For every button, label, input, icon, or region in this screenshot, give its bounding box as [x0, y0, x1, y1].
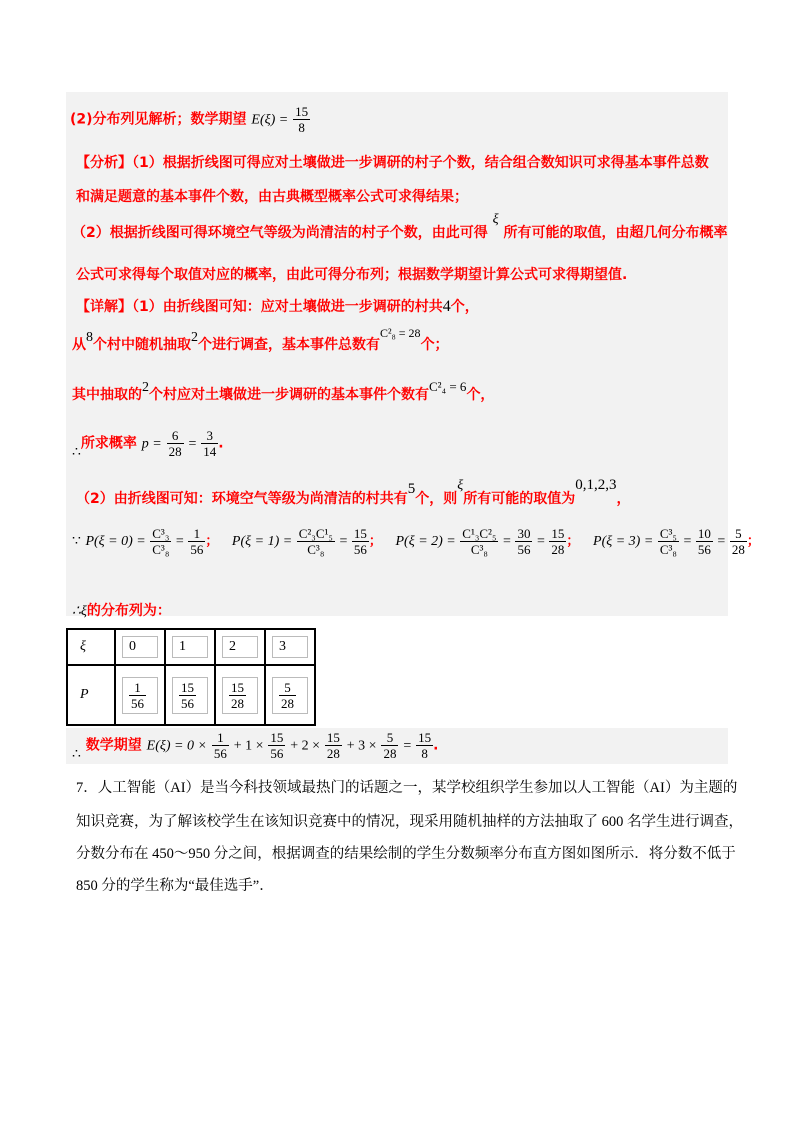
xi-symbol: ξ [492, 212, 499, 227]
distribution-intro: ∴ξ的分布列为： [72, 603, 171, 619]
detail-line-5: （2）由折线图可知：环境空气等级为尚清洁的村共有5个，则ξ所有可能的取值为0,1,2,3， [76, 477, 631, 507]
combination-formula: C²₈ = 28 [380, 326, 421, 340]
analysis-line-2: 和满足题意的基本事件个数，由古典概型概率公式可求得结果； [76, 189, 468, 205]
analysis-line-4: 公式可求得每个取值对应的概率，由此可得分布列；根据数学期望计算公式可求得期望值. [76, 267, 628, 283]
answer-expectation-fraction: $\frac{15}{8}$ [295, 104, 309, 135]
question7-line-3: 分数分布在 450～950 分之间，根据调查的结果绘制的学生分数频率分布直方图如图所示．将分数不低于 [76, 846, 736, 862]
question7-line-2: 知识竞赛，为了解该校学生在该知识竞赛中的情况，现采用随机抽样的方法抽取了 600 名学生进行调查， [76, 814, 743, 830]
possible-values: 0,1,2,3 [575, 477, 617, 493]
analysis-tag: 【分析】 [76, 155, 132, 171]
answer-expectation-lhs: E(ξ) = [251, 112, 289, 128]
detail-tag: 【详解】 [76, 299, 132, 315]
answer-intro: (2)分布列见解析；数学期望 [70, 111, 247, 128]
probabilities-line: ∵ P(ξ = 0) = $\frac{\text{C³₃}}{\text{C³₈}}$ = $\frac{1}{56}$ ； P(ξ = 1) = $\frac{\text{C²₃C¹₅}}{\text{C³₈}}$ = $\frac{15}{56}$ ； P(ξ = 2) = $\frac{\text{C¹₃C²₅}}{\text{C³₈}}$ = $\frac{30}{56}$ = $\frac{15}{28}$ ； P(ξ = 3) = $\frac{\text{C³₅}}{\text{C³₈}}$ = $\frac{10}{56}$ = $\frac{5}{28}$ ； [72, 526, 760, 557]
detail-line-4: ∴所求概率 p = $\frac{6}{28}$ = $\frac{3}{14}$ . [72, 428, 224, 460]
analysis-line-1: 【分析】（1）根据折线图可得应对土壤做进一步调研的村子个数，结合组合数知识可求得基本事件总数 [76, 155, 709, 171]
combination-formula-2: C²₄ = 6 [429, 379, 467, 394]
question7-line-4: 850 分的学生称为“最佳选手”． [76, 878, 274, 894]
table-row: P $\frac{1}{56}$ $\frac{15}{56}$ $\frac{15}{28}$ $\frac{5}{28}$ [67, 665, 315, 725]
expectation-line: ∴ 数学期望 E(ξ) = 0 × $\frac{1}{56}$ + 1 × $\frac{15}{56}$ + 2 × $\frac{15}{28}$ + 3 × $\frac{5}{28}$ = $\frac{15}{8}$ . [72, 730, 439, 762]
question7-line-1: 7．人工智能（AI）是当今科技领域最热门的话题之一，某学校组织学生参加以人工智能（AI）为主题的 [76, 780, 738, 796]
answer-line [70, 104, 310, 135]
detail-line-3: 其中抽取的2个村应对土壤做进一步调研的基本事件个数有C²₄ = 6个， [72, 379, 495, 403]
distribution-table [66, 628, 316, 726]
detail-line-2: 从8个村中随机抽取2个进行调查，基本事件总数有C²₈ = 28个； [72, 326, 449, 353]
table-row: ξ 0 1 2 3 [67, 629, 315, 665]
detail-line-1: 【详解】（1）由折线图可知：应对土壤做进一步调研的村共4个， [76, 298, 479, 315]
analysis-line-3: （2）根据折线图可得环境空气等级为尚清洁的村子个数，由此可得 ξ 所有可能的取值，由超几何分布概率 [72, 212, 728, 241]
